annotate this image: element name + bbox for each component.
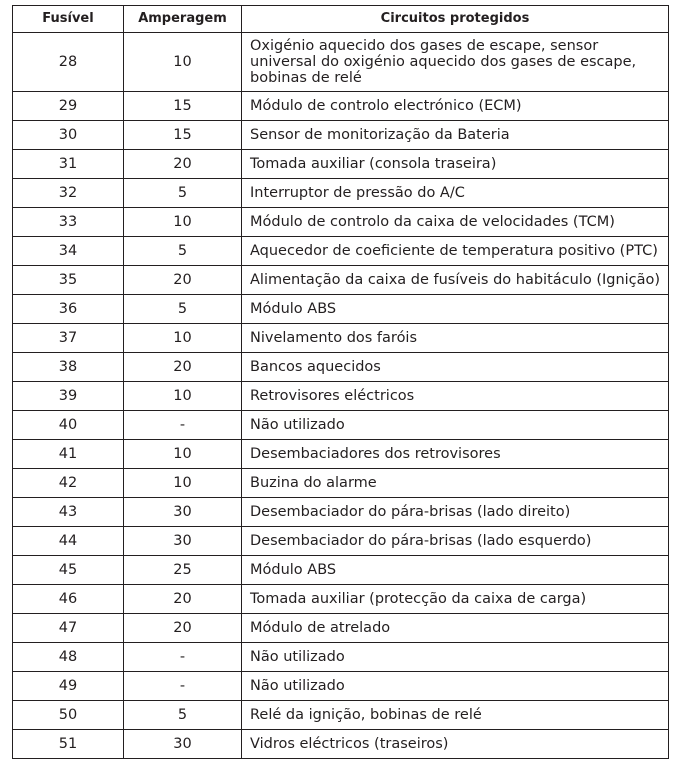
- table-row: [13, 585, 669, 614]
- fuse-number-cell: 34: [13, 237, 124, 266]
- table-row: [13, 237, 669, 266]
- fuse-number-cell: 44: [13, 527, 124, 556]
- table-row: [13, 150, 669, 179]
- circuit-description-cell: Desembaciadores dos retrovisores: [242, 440, 669, 469]
- fuse-number-cell: 46: [13, 585, 124, 614]
- amperage-cell: 25: [124, 556, 242, 585]
- amperage-cell: 10: [124, 208, 242, 237]
- amperage-cell: 10: [124, 440, 242, 469]
- circuit-description-cell: Módulo de atrelado: [242, 614, 669, 643]
- fuse-number-cell: 42: [13, 469, 124, 498]
- circuit-description-cell: Desembaciador do pára-brisas (lado esquerdo): [242, 527, 669, 556]
- circuit-description-cell: Módulo de controlo da caixa de velocidades (TCM): [242, 208, 669, 237]
- table-row: [13, 556, 669, 585]
- amperage-cell: 20: [124, 150, 242, 179]
- table-row: [13, 701, 669, 730]
- table-row: [13, 324, 669, 353]
- amperage-cell: -: [124, 411, 242, 440]
- amperage-cell: 10: [124, 33, 242, 92]
- table-row: [13, 208, 669, 237]
- amperage-cell: 10: [124, 324, 242, 353]
- amperage-cell: 5: [124, 237, 242, 266]
- circuit-description-cell: Retrovisores eléctricos: [242, 382, 669, 411]
- fuse-number-cell: 32: [13, 179, 124, 208]
- amperage-cell: -: [124, 672, 242, 701]
- amperage-cell: -: [124, 643, 242, 672]
- header-amperage: Amperagem: [124, 6, 242, 33]
- table-row: [13, 92, 669, 121]
- fuse-number-cell: 50: [13, 701, 124, 730]
- header-fuse: Fusível: [13, 6, 124, 33]
- table-row: [13, 469, 669, 498]
- fuse-number-cell: 47: [13, 614, 124, 643]
- amperage-cell: 30: [124, 527, 242, 556]
- circuit-description-cell: Bancos aquecidos: [242, 353, 669, 382]
- fuse-number-cell: 39: [13, 382, 124, 411]
- amperage-cell: 10: [124, 382, 242, 411]
- amperage-cell: 5: [124, 179, 242, 208]
- fuse-number-cell: 43: [13, 498, 124, 527]
- table-body: [13, 33, 669, 759]
- circuit-description-cell: Não utilizado: [242, 643, 669, 672]
- circuit-description-cell: Módulo ABS: [242, 295, 669, 324]
- circuit-description-cell: Nivelamento dos faróis: [242, 324, 669, 353]
- circuit-description-cell: Desembaciador do pára-brisas (lado direito): [242, 498, 669, 527]
- fuse-number-cell: 40: [13, 411, 124, 440]
- amperage-cell: 30: [124, 730, 242, 759]
- fuse-table: [12, 5, 669, 759]
- amperage-cell: 15: [124, 121, 242, 150]
- fuse-number-cell: 31: [13, 150, 124, 179]
- amperage-cell: 20: [124, 266, 242, 295]
- table-row: [13, 411, 669, 440]
- fuse-number-cell: 51: [13, 730, 124, 759]
- circuit-description-cell: Tomada auxiliar (protecção da caixa de carga): [242, 585, 669, 614]
- circuit-description-cell: Aquecedor de coeficiente de temperatura positivo (PTC): [242, 237, 669, 266]
- header-circuits: Circuitos protegidos: [242, 6, 669, 33]
- table-row: [13, 643, 669, 672]
- amperage-cell: 15: [124, 92, 242, 121]
- circuit-description-cell: Tomada auxiliar (consola traseira): [242, 150, 669, 179]
- circuit-description-cell: Relé da ignição, bobinas de relé: [242, 701, 669, 730]
- table-row: [13, 33, 669, 92]
- fuse-number-cell: 49: [13, 672, 124, 701]
- amperage-cell: 20: [124, 614, 242, 643]
- fuse-number-cell: 28: [13, 33, 124, 92]
- table-row: [13, 730, 669, 759]
- fuse-number-cell: 33: [13, 208, 124, 237]
- fuse-number-cell: 37: [13, 324, 124, 353]
- table-row: [13, 295, 669, 324]
- fuse-number-cell: 38: [13, 353, 124, 382]
- table-row: [13, 527, 669, 556]
- table-row: [13, 266, 669, 295]
- circuit-description-cell: Alimentação da caixa de fusíveis do habitáculo (Ignição): [242, 266, 669, 295]
- fuse-number-cell: 35: [13, 266, 124, 295]
- table-row: [13, 353, 669, 382]
- amperage-cell: 20: [124, 585, 242, 614]
- amperage-cell: 5: [124, 701, 242, 730]
- circuit-description-cell: Módulo de controlo electrónico (ECM): [242, 92, 669, 121]
- circuit-description-cell: Sensor de monitorização da Bateria: [242, 121, 669, 150]
- table-row: [13, 382, 669, 411]
- table-row: [13, 179, 669, 208]
- fuse-number-cell: 45: [13, 556, 124, 585]
- table-row: [13, 121, 669, 150]
- circuit-description-cell: Vidros eléctricos (traseiros): [242, 730, 669, 759]
- circuit-description-cell: Módulo ABS: [242, 556, 669, 585]
- circuit-description-cell: Buzina do alarme: [242, 469, 669, 498]
- amperage-cell: 30: [124, 498, 242, 527]
- amperage-cell: 10: [124, 469, 242, 498]
- table-row: [13, 672, 669, 701]
- table-row: [13, 614, 669, 643]
- circuit-description-cell: Não utilizado: [242, 411, 669, 440]
- circuit-description-cell: Interruptor de pressão do A/C: [242, 179, 669, 208]
- fuse-number-cell: 48: [13, 643, 124, 672]
- table-row: [13, 498, 669, 527]
- fuse-number-cell: 36: [13, 295, 124, 324]
- fuse-number-cell: 29: [13, 92, 124, 121]
- table-header-row: [13, 6, 669, 33]
- fuse-number-cell: 41: [13, 440, 124, 469]
- amperage-cell: 20: [124, 353, 242, 382]
- table-row: [13, 440, 669, 469]
- circuit-description-cell: Oxigénio aquecido dos gases de escape, sensor universal do oxigénio aquecido dos gases de escape, bobinas de relé: [242, 33, 669, 92]
- fuse-number-cell: 30: [13, 121, 124, 150]
- circuit-description-cell: Não utilizado: [242, 672, 669, 701]
- amperage-cell: 5: [124, 295, 242, 324]
